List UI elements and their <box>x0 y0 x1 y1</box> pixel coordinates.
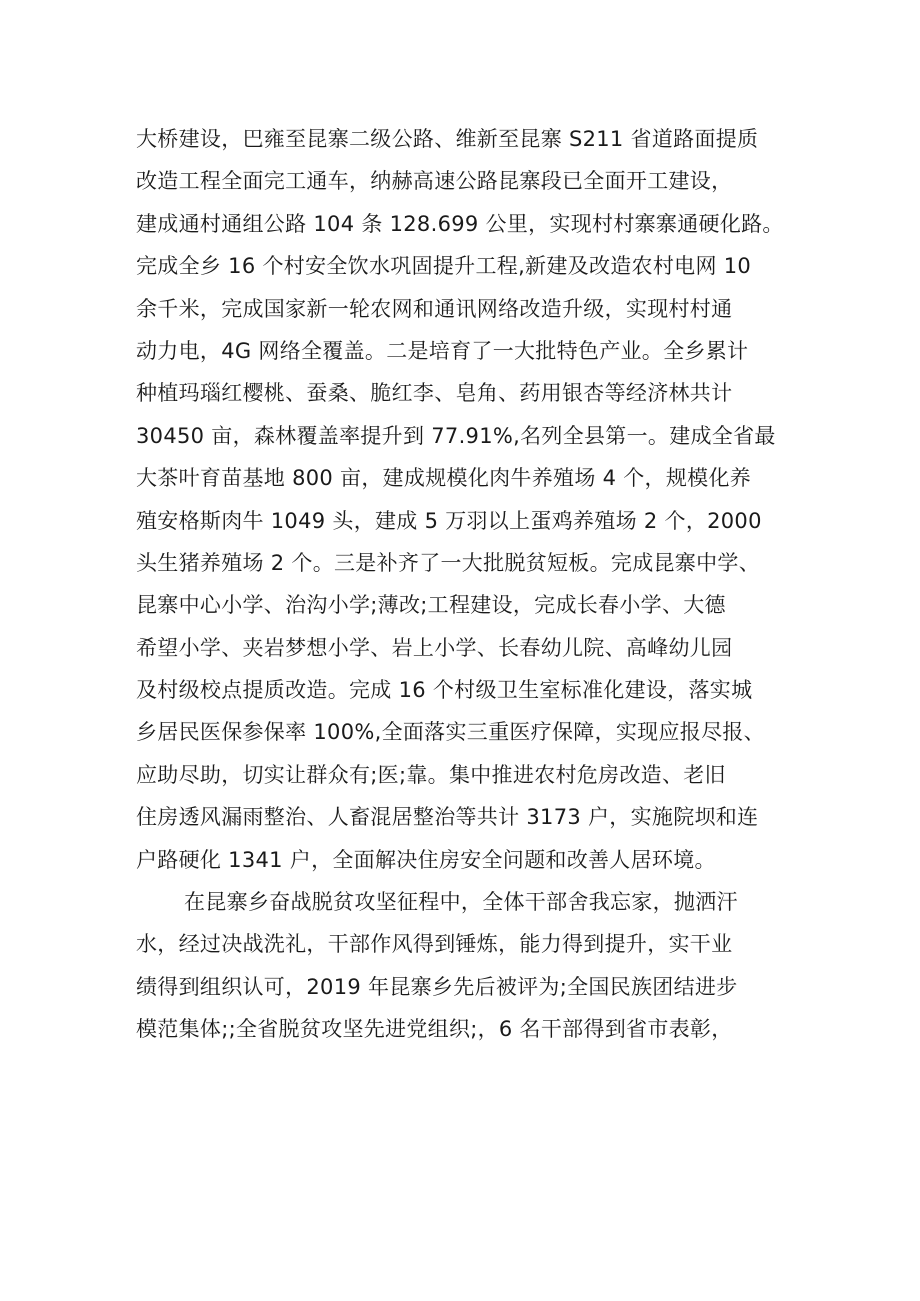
text-line: 希望小学、夹岩梦想小学、岩上小学、长春幼儿院、高峰幼儿园 <box>136 635 733 660</box>
paragraph-2 <box>136 881 816 1051</box>
text-line: 完成全乡 16 个村安全饮水巩固提升工程,新建及改造农村电网 10 <box>136 254 752 279</box>
text-line: 大桥建设，巴雍至昆寨二级公路、维新至昆寨 S211 省道路面提质 <box>136 127 759 151</box>
paragraph-1 <box>136 118 816 881</box>
text-line: 昆寨中心小学、治沟小学;薄改;工程建设，完成长春小学、大德 <box>136 593 726 618</box>
text-line: 建成通村通组公路 104 条 128.699 公里，实现村村寨寨通硬化路。 <box>136 211 784 236</box>
text-line: 30450 亩，森林覆盖率提升到 77.91%,名列全县第一。建成全省最 <box>136 423 776 448</box>
text-line: 改造工程全面完工通车，纳赫高速公路昆寨段已全面开工建设， <box>136 169 733 194</box>
text-line: 大茶叶育苗基地 800 亩，建成规模化肉牛养殖场 4 个，规模化养 <box>136 466 752 491</box>
text-line: 水，经过决战洗礼，干部作风得到锤炼，能力得到提升，实干业 <box>136 932 733 957</box>
text-line: 头生猪养殖场 2 个。三是补齐了一大批脱贫短板。完成昆寨中学、 <box>136 550 761 575</box>
text-line: 殖安格斯肉牛 1049 头，建成 5 万羽以上蛋鸡养殖场 2 个，2000 <box>136 508 762 533</box>
text-line: 户路硬化 1341 户，全面解决住房安全问题和改善人居环境。 <box>136 847 716 872</box>
text-line: 在昆寨乡奋战脱贫攻坚征程中，全体干部舍我忘家，抛洒汗 <box>184 890 738 915</box>
text-line: 乡居民医保参保率 100%,全面落实三重医疗保障，实现应报尽报、 <box>136 720 765 745</box>
text-line: 种植玛瑙红樱桃、蚕桑、脆红李、皂角、药用银杏等经济林共计 <box>136 381 733 406</box>
text-line: 余千米，完成国家新一轮农网和通讯网络改造升级，实现村村通 <box>136 296 733 321</box>
text-line: 绩得到组织认可，2019 年昆寨乡先后被评为;全国民族团结进步 <box>136 974 738 999</box>
text-line: 住房透风漏雨整治、人畜混居整治等共计 3173 户，实施院坝和连 <box>136 805 759 830</box>
text-line: 应助尽助，切实让群众有;医;靠。集中推进农村危房改造、老旧 <box>136 762 726 787</box>
text-line: 动力电，4G 网络全覆盖。二是培育了一大批特色产业。全乡累计 <box>136 338 749 363</box>
body-text <box>136 118 816 1051</box>
text-line: 模范集体;;全省脱贫攻坚先进党组织;，6 名干部得到省市表彰， <box>136 1017 733 1042</box>
text-line: 及村级校点提质改造。完成 16 个村级卫生室标准化建设，落实城 <box>136 678 753 703</box>
